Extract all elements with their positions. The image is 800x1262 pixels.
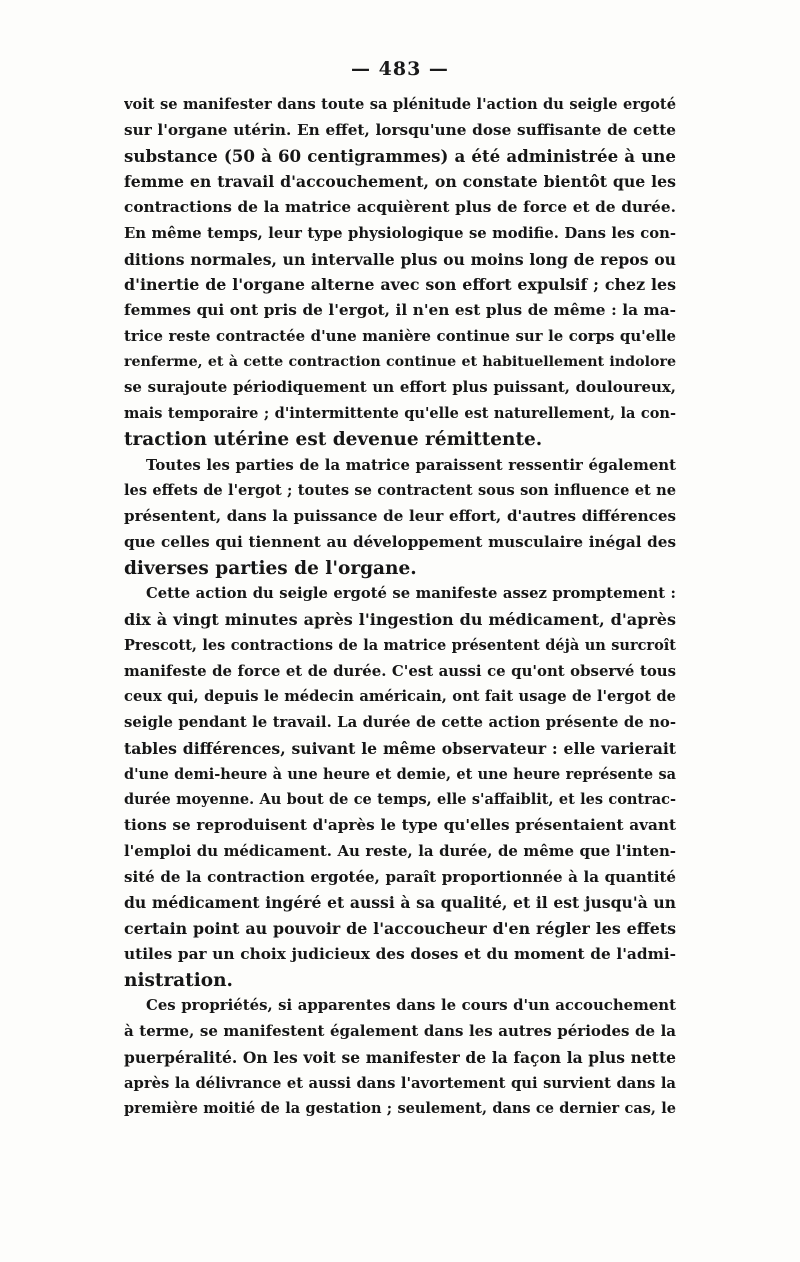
text-line: femme en travail d'accouchement, on constate bientôt que les: [124, 172, 676, 192]
text-line: tions se reproduisent d'après le type qu'elles présentaient avant: [124, 816, 676, 834]
text-line: seigle pendant le travail. La durée de cette action présente de no-: [124, 713, 676, 731]
text-line: dix à vingt minutes après l'ingestion du médicament, d'après: [124, 610, 676, 629]
text-line: que celles qui tiennent au développement musculaire inégal des: [124, 532, 676, 551]
text-line: ditions normales, un intervalle plus ou moins long de repos ou: [124, 249, 676, 269]
text-line: utiles par un choix judicieux des doses et du moment de l'admi-: [124, 944, 676, 963]
text-line: contractions de la matrice acquièrent plus de force et de durée.: [124, 198, 676, 216]
body-text: [124, 92, 676, 1122]
text-line: Toutes les parties de la matrice paraissent ressentir également: [146, 455, 676, 474]
text-line: se surajoute périodiquement un effort plus puissant, douloureux,: [124, 378, 676, 397]
text-line: Prescott, les contractions de la matrice présentent déjà un surcroît: [124, 636, 676, 654]
text-line: à terme, se manifestent également dans les autres périodes de la: [124, 1022, 676, 1040]
text-line: diverses parties de l'organe.: [124, 557, 417, 579]
text-line: d'inertie de l'organe alterne avec son effort expulsif ; chez les: [124, 275, 676, 295]
text-line: présentent, dans la puissance de leur effort, d'autres différences: [124, 507, 676, 525]
text-line: substance (50 à 60 centigrammes) a été administrée à une: [124, 145, 676, 166]
text-line: traction utérine est devenue rémittente.: [124, 428, 543, 450]
text-line: manifeste de force et de durée. C'est aussi ce qu'ont observé tous: [124, 661, 676, 680]
paragraph-3: [124, 581, 676, 993]
text-line: certain point au pouvoir de l'accoucheur d'en régler les effets: [124, 919, 676, 938]
paragraph-2: [124, 453, 676, 582]
page-number: — 483 —: [351, 58, 449, 80]
text-line: première moitié de la gestation ; seulement, dans ce dernier cas, le: [124, 1100, 676, 1118]
text-line: sur l'organe utérin. En effet, lorsqu'une dose suffisante de cette: [124, 120, 676, 139]
text-line: trice reste contractée d'une manière continue sur le corps qu'elle: [124, 326, 676, 345]
text-line: Ces propriétés, si apparentes dans le cours d'un accouchement: [146, 996, 676, 1015]
text-line: sité de la contraction ergotée, paraît proportionnée à la quantité: [124, 867, 676, 886]
text-line: ceux qui, depuis le médecin américain, ont fait usage de l'ergot de: [124, 688, 676, 706]
text-line: renferme, et à cette contraction continue et habituellement indolore: [124, 353, 676, 370]
text-line: puerpéralité. On les voit se manifester de la façon la plus nette: [124, 1047, 676, 1067]
text-line: durée moyenne. Au bout de ce temps, elle s'affaiblit, et les contrac-: [124, 791, 676, 809]
text-line: voit se manifester dans toute sa plénitude l'action du seigle ergoté: [124, 96, 676, 113]
paragraph-1: [124, 92, 676, 453]
text-line: les effets de l'ergot ; toutes se contractent sous son influence et ne: [124, 482, 676, 500]
text-line: après la délivrance et aussi dans l'avortement qui survient dans la: [124, 1074, 676, 1092]
text-line: tables différences, suivant le même observateur : elle varierait: [124, 738, 676, 758]
text-line: nistration.: [124, 969, 233, 991]
text-line: femmes qui ont pris de l'ergot, il n'en est plus de même : la ma-: [124, 301, 676, 319]
text-line: d'une demi-heure à une heure et demie, et une heure représente sa: [124, 765, 676, 783]
text-line: du médicament ingéré et aussi à sa qualité, et il est jusqu'à un: [124, 893, 676, 913]
text-line: En même temps, leur type physiologique se modifie. Dans les con-: [124, 224, 676, 242]
paragraph-4: [124, 993, 676, 1122]
text-line: mais temporaire ; d'intermittente qu'elle est naturellement, la con-: [124, 405, 676, 422]
text-line: l'emploi du médicament. Au reste, la durée, de même que l'inten-: [124, 841, 676, 860]
text-line: Cette action du seigle ergoté se manifeste assez promptement :: [146, 585, 676, 603]
